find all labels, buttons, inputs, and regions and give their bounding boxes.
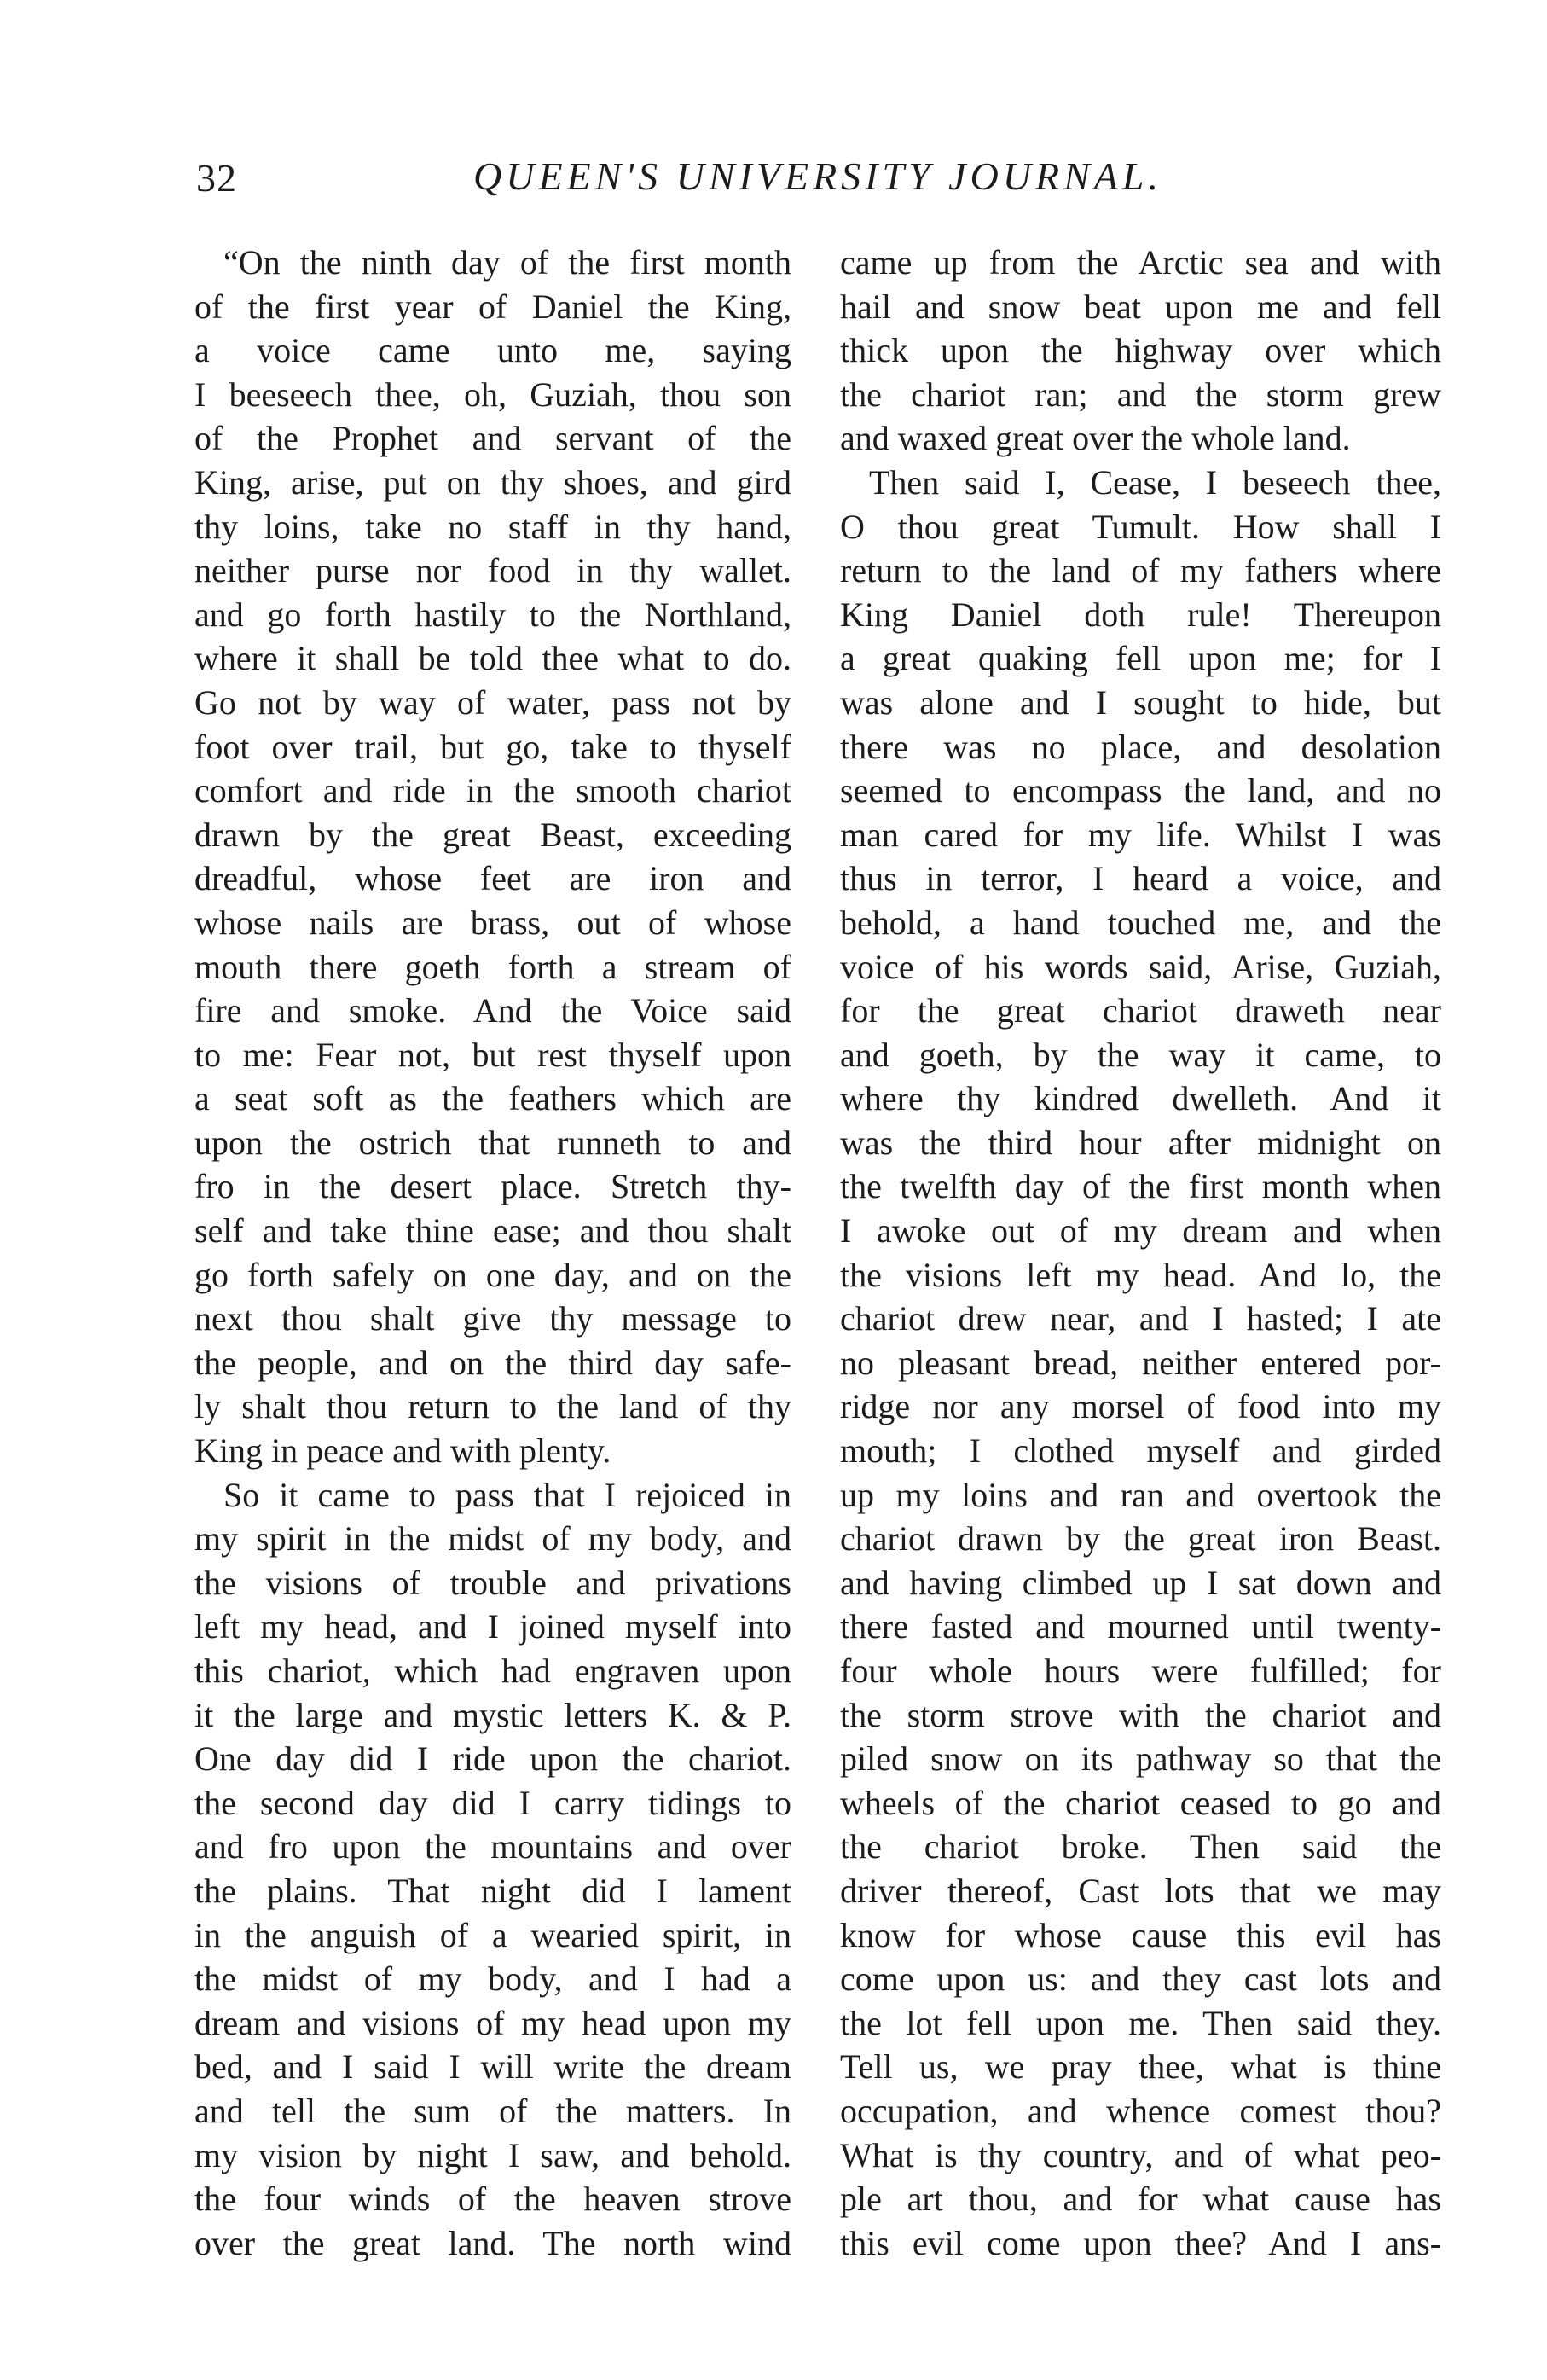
text-line: was the third hour after midnight on bbox=[840, 1123, 1441, 1162]
text-line: no pleasant bread, neither entered por- bbox=[840, 1343, 1441, 1382]
text-line: of the Prophet and servant of the bbox=[194, 419, 791, 458]
text-line: King, arise, put on thy shoes, and gird bbox=[194, 462, 791, 502]
text-line: a seat soft as the feathers which are bbox=[194, 1079, 791, 1118]
text-line: King Daniel doth rule! Thereupon bbox=[840, 595, 1441, 634]
text-line: dreadful, whose feet are iron and bbox=[194, 859, 791, 898]
text-line: Go not by way of water, pass not by bbox=[194, 682, 791, 722]
text-line: hail and snow beat upon me and fell bbox=[840, 287, 1441, 326]
text-line: know for whose cause this evil has bbox=[840, 1915, 1441, 1954]
text-line: was alone and I sought to hide, but bbox=[840, 682, 1441, 722]
text-line: fro in the desert place. Stretch thy- bbox=[194, 1167, 791, 1206]
left-text-column bbox=[194, 241, 791, 2265]
text-line: next thou shalt give thy message to bbox=[194, 1299, 791, 1338]
text-line: over the great land. The north wind bbox=[194, 2223, 791, 2262]
text-line: left my head, and I joined myself into bbox=[194, 1607, 791, 1646]
text-line: this evil come upon thee? And I ans- bbox=[840, 2223, 1441, 2262]
text-line: Tell us, we pray thee, what is thine bbox=[840, 2047, 1441, 2087]
text-line: chariot drawn by the great iron Beast. bbox=[840, 1519, 1441, 1559]
right-text-column bbox=[840, 241, 1441, 2265]
text-line: foot over trail, but go, take to thyself bbox=[194, 727, 791, 766]
text-line: of the first year of Daniel the King, bbox=[194, 287, 791, 326]
text-line: and go forth hastily to the Northland, bbox=[194, 595, 791, 634]
journal-title: QUEEN'S UNIVERSITY JOURNAL. bbox=[473, 154, 1162, 198]
text-line: for the great chariot draweth near bbox=[840, 991, 1441, 1030]
text-line: wheels of the chariot ceased to go and bbox=[840, 1783, 1441, 1822]
text-line: a great quaking fell upon me; for I bbox=[840, 639, 1441, 678]
text-line: and fro upon the mountains and over bbox=[194, 1827, 791, 1866]
text-line: ly shalt thou return to the land of thy bbox=[194, 1387, 791, 1426]
text-line: I awoke out of my dream and when bbox=[840, 1211, 1441, 1251]
text-line: fire and smoke. And the Voice said bbox=[194, 991, 791, 1030]
text-line: “On the ninth day of the first month bbox=[223, 243, 791, 282]
text-line: and tell the sum of the matters. In bbox=[194, 2091, 791, 2130]
text-line: King in peace and with plenty. bbox=[194, 1431, 611, 1471]
text-line: voice of his words said, Arise, Guziah, bbox=[840, 947, 1441, 986]
text-line: there fasted and mourned until twenty- bbox=[840, 1607, 1441, 1646]
text-line: ple art thou, and for what cause has bbox=[840, 2180, 1441, 2219]
text-line: this chariot, which had engraven upon bbox=[194, 1651, 791, 1690]
text-line: where it shall be told thee what to do. bbox=[194, 639, 791, 678]
text-line: man cared for my life. Whilst I was bbox=[840, 815, 1441, 854]
text-line: there was no place, and desolation bbox=[840, 727, 1441, 766]
text-line: mouth; I clothed myself and girded bbox=[840, 1431, 1441, 1471]
text-line: drawn by the great Beast, exceeding bbox=[194, 815, 791, 854]
text-line: thick upon the highway over which bbox=[840, 331, 1441, 370]
text-line: the people, and on the third day safe- bbox=[194, 1343, 791, 1382]
text-line: my spirit in the midst of my body, and bbox=[194, 1519, 791, 1559]
text-line: the visions of trouble and privations bbox=[194, 1563, 791, 1602]
text-line: What is thy country, and of what peo- bbox=[840, 2135, 1441, 2174]
text-line: the lot fell upon me. Then said they. bbox=[840, 2003, 1441, 2042]
text-line: thus in terror, I heard a voice, and bbox=[840, 859, 1441, 898]
text-line: came up from the Arctic sea and with bbox=[840, 243, 1441, 282]
text-line: whose nails are brass, out of whose bbox=[194, 903, 791, 942]
text-line: chariot drew near, and I hasted; I ate bbox=[840, 1299, 1441, 1338]
text-line: So it came to pass that I rejoiced in bbox=[223, 1475, 791, 1514]
text-line: go forth safely on one day, and on the bbox=[194, 1255, 791, 1294]
text-line: seemed to encompass the land, and no bbox=[840, 771, 1441, 810]
text-line: to me: Fear not, but rest thyself upon bbox=[194, 1035, 791, 1074]
text-line: the chariot broke. Then said the bbox=[840, 1827, 1441, 1866]
text-line: occupation, and whence comest thou? bbox=[840, 2091, 1441, 2130]
text-line: driver thereof, Cast lots that we may bbox=[840, 1871, 1441, 1910]
text-line: the storm strove with the chariot and bbox=[840, 1695, 1441, 1734]
text-line: up my loins and ran and overtook the bbox=[840, 1475, 1441, 1514]
text-line: the plains. That night did I lament bbox=[194, 1871, 791, 1910]
text-line: O thou great Tumult. How shall I bbox=[840, 507, 1441, 546]
text-line: the chariot ran; and the storm grew bbox=[840, 374, 1441, 414]
text-line: neither purse nor food in thy wallet. bbox=[194, 551, 791, 590]
text-line: the four winds of the heaven strove bbox=[194, 2180, 791, 2219]
text-line: mouth there goeth forth a stream of bbox=[194, 947, 791, 986]
text-line: and goeth, by the way it came, to bbox=[840, 1035, 1441, 1074]
text-line: the visions left my head. And lo, the bbox=[840, 1255, 1441, 1294]
text-line: four whole hours were fulfilled; for bbox=[840, 1651, 1441, 1690]
text-line: piled snow on its pathway so that the bbox=[840, 1739, 1441, 1779]
text-line: One day did I ride upon the chariot. bbox=[194, 1739, 791, 1779]
text-line: behold, a hand touched me, and the bbox=[840, 903, 1441, 942]
text-line: the midst of my body, and I had a bbox=[194, 1959, 791, 1999]
text-line: comfort and ride in the smooth chariot bbox=[194, 771, 791, 810]
text-line: bed, and I said I will write the dream bbox=[194, 2047, 791, 2087]
text-line: and having climbed up I sat down and bbox=[840, 1563, 1441, 1602]
text-line: dream and visions of my head upon my bbox=[194, 2003, 791, 2042]
text-line: self and take thine ease; and thou shalt bbox=[194, 1211, 791, 1251]
text-line: Then said I, Cease, I beseech thee, bbox=[869, 462, 1441, 502]
text-line: thy loins, take no staff in thy hand, bbox=[194, 507, 791, 546]
text-line: it the large and mystic letters K. & P. bbox=[194, 1695, 791, 1734]
text-line: a voice came unto me, saying bbox=[194, 331, 791, 370]
page-number: 32 bbox=[196, 156, 237, 200]
text-line: ridge nor any morsel of food into my bbox=[840, 1387, 1441, 1426]
text-line: and waxed great over the whole land. bbox=[840, 419, 1351, 458]
text-line: return to the land of my fathers where bbox=[840, 551, 1441, 590]
text-line: where thy kindred dwelleth. And it bbox=[840, 1079, 1441, 1118]
text-line: the second day did I carry tidings to bbox=[194, 1783, 791, 1822]
text-line: I beeseech thee, oh, Guziah, thou son bbox=[194, 374, 791, 414]
text-line: my vision by night I saw, and behold. bbox=[194, 2135, 791, 2174]
text-line: in the anguish of a wearied spirit, in bbox=[194, 1915, 791, 1954]
text-line: upon the ostrich that runneth to and bbox=[194, 1123, 791, 1162]
text-line: come upon us: and they cast lots and bbox=[840, 1959, 1441, 1999]
text-line: the twelfth day of the first month when bbox=[840, 1167, 1441, 1206]
